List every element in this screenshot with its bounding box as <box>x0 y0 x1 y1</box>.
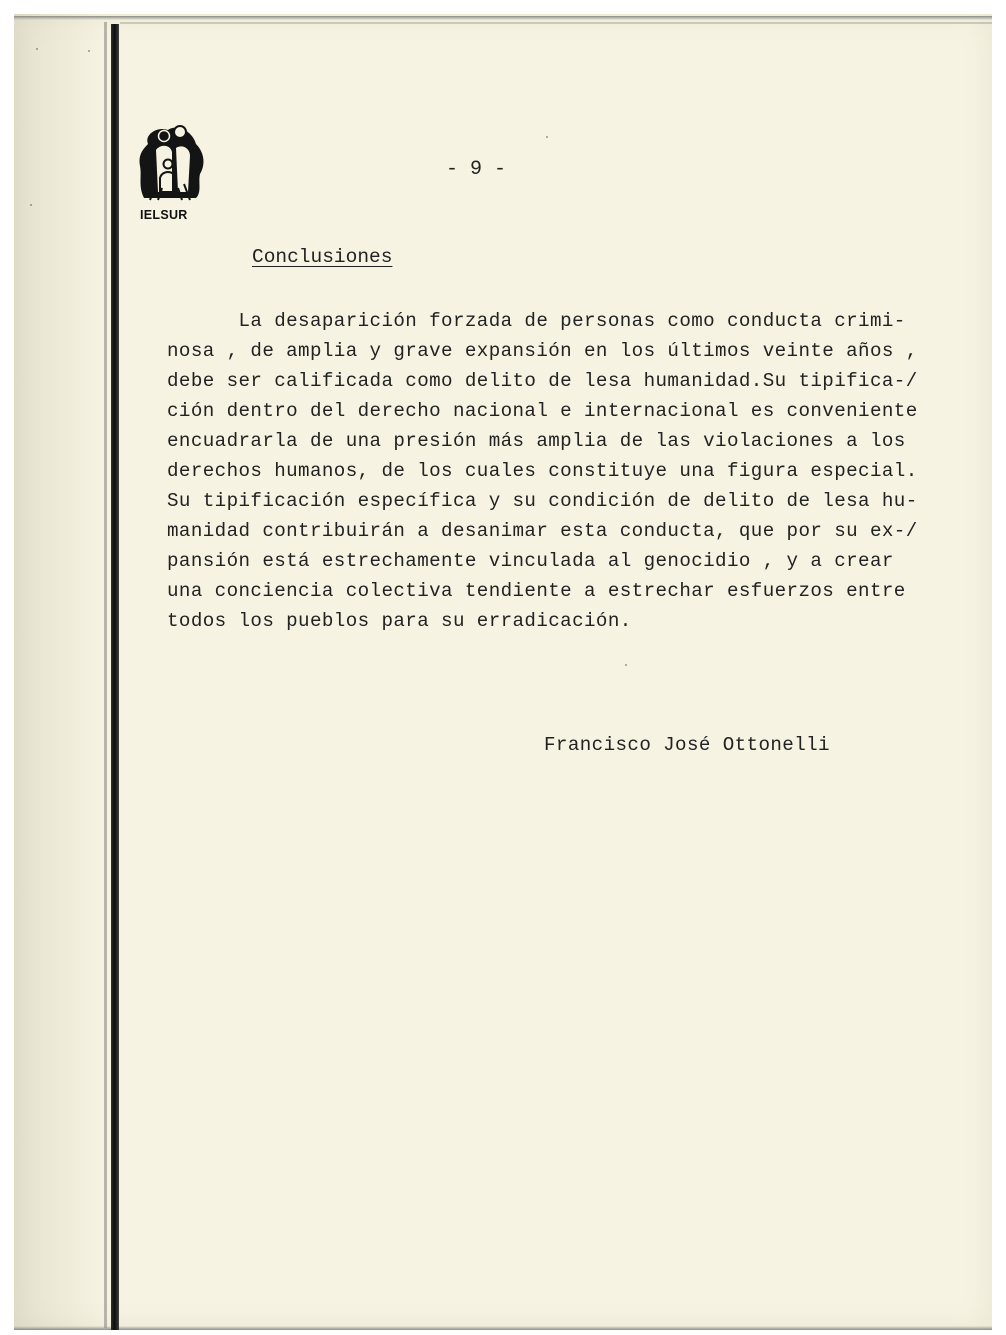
page-number: - 9 - <box>446 158 507 181</box>
ielsur-logo <box>132 122 212 226</box>
page-left-shadow <box>14 14 104 1330</box>
body-line: encuadrarla de una presión más amplia de las violaciones a los <box>167 430 906 452</box>
body-line: pansión está estrechamente vinculada al genocidio , y a crear <box>167 550 894 572</box>
ielsur-family-logo-icon <box>136 122 206 202</box>
scan-speck <box>36 48 38 50</box>
page-top-edge-line <box>120 22 992 24</box>
scan-speck <box>88 50 90 52</box>
body-line: manidad contribuirán a desanimar esta conducta, que por su ex-/ <box>167 520 918 542</box>
body-line: una conciencia colectiva tendiente a estrechar esfuerzos entre <box>167 580 906 602</box>
body-line: La desaparición forzada de personas como conducta crimi- <box>167 310 906 332</box>
body-line: Su tipificación específica y su condición de delito de lesa hu- <box>167 490 918 512</box>
body-line: todos los pueblos para su erradicación. <box>167 610 632 632</box>
author-signature: Francisco José Ottonelli <box>544 734 830 756</box>
binding-bar <box>111 24 119 1330</box>
body-line: debe ser calificada como delito de lesa humanidad.Su tipifica-/ <box>167 370 918 392</box>
page-fold-line <box>104 22 107 1328</box>
scan-speck <box>30 204 32 206</box>
body-paragraph <box>167 306 947 636</box>
body-line: derechos humanos, de los cuales constituye una figura especial. <box>167 460 918 482</box>
body-line: ción dentro del derecho nacional e internacional es conveniente <box>167 400 918 422</box>
body-line: nosa , de amplia y grave expansión en los últimos veinte años , <box>167 340 918 362</box>
scan-speck <box>625 664 627 666</box>
page-bottom-edge <box>14 1326 992 1330</box>
logo-text: IELSUR <box>140 208 188 222</box>
page-top-edge <box>14 16 992 20</box>
scan-speck <box>546 136 548 138</box>
section-heading: Conclusiones <box>252 246 393 268</box>
